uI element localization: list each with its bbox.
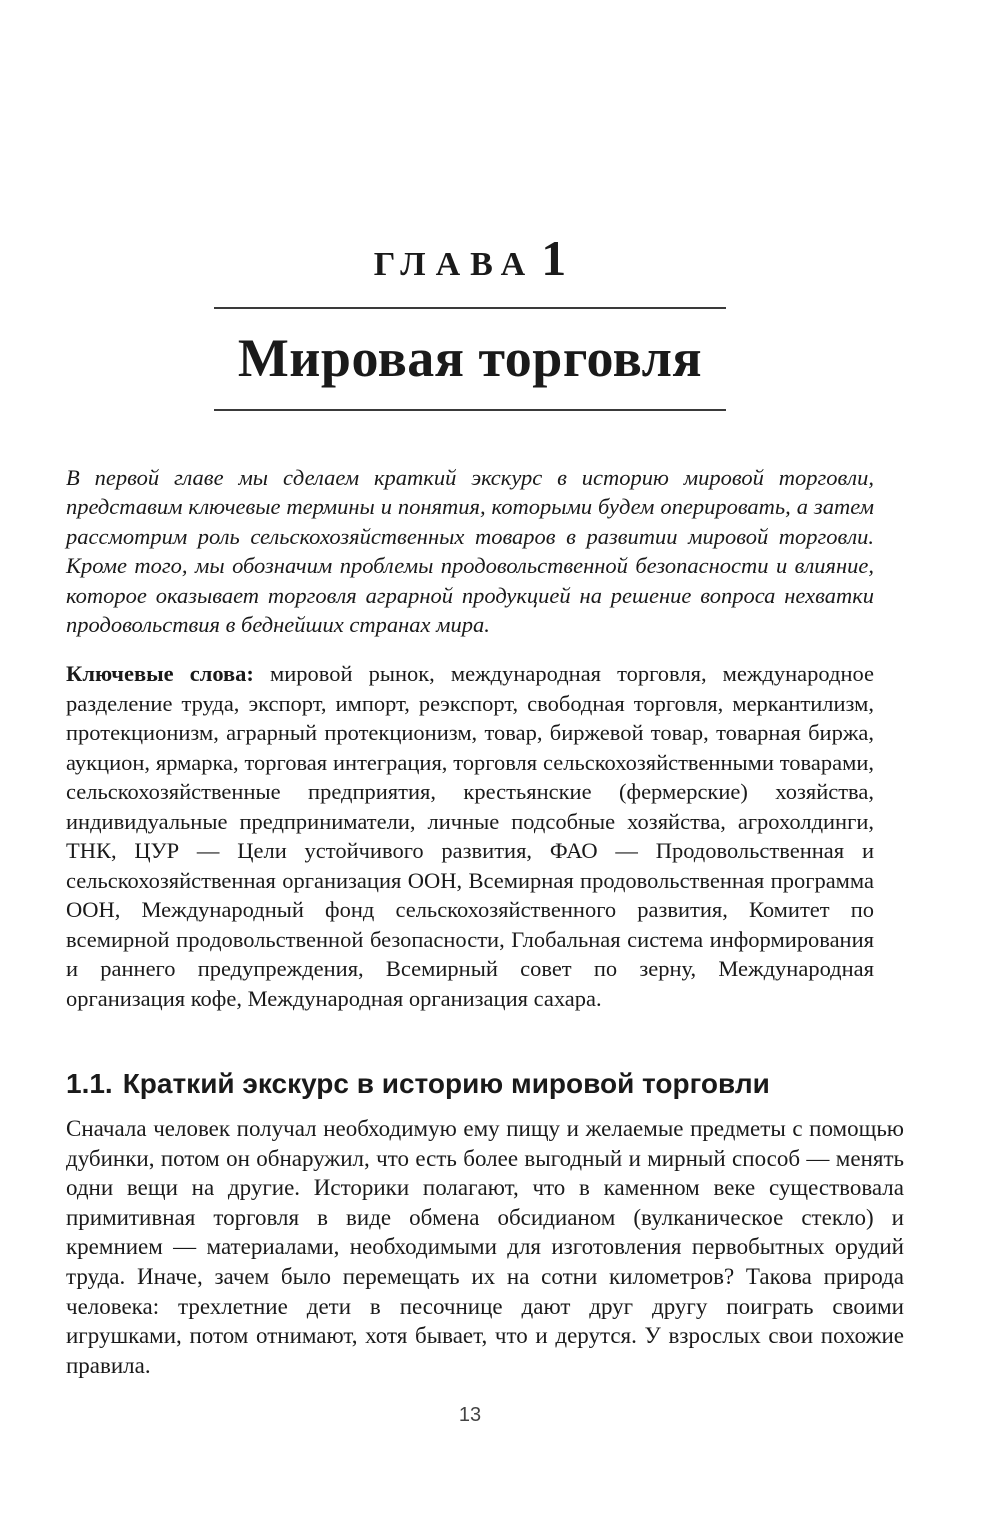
chapter-word: ГЛАВА	[373, 246, 536, 283]
section-title: Краткий экскурс в историю мировой торговли	[122, 1068, 770, 1099]
chapter-title-rule-bottom	[214, 409, 726, 411]
chapter-intro: В первой главе мы сделаем краткий экскурс в историю мировой торговли, представим ключевые термины и понятия, которыми будем оперировать, а затем рассмотрим роль сельскохозяйственных товаров в развитии мировой торговли. Кроме того, мы обозначим проблемы продовольственной безопасности и влияние, которое оказывает торговля аграрной продукцией на решение вопроса нехватки продовольствия в беднейших странах мира.	[66, 465, 874, 638]
chapter-title: Мировая торговля	[237, 328, 703, 388]
keywords-label: Ключевые слова:	[66, 661, 254, 686]
keywords-paragraph	[66, 659, 874, 1013]
page-number: 13	[458, 1404, 482, 1426]
chapter-label	[0, 228, 940, 295]
chapter-title-rule-top	[214, 307, 726, 309]
section-number: 1.1.	[66, 1068, 113, 1099]
chapter-number: 1	[541, 230, 567, 286]
section-heading	[66, 1062, 906, 1106]
keywords-text: мировой рынок, международная торговля, международное разделение труда, экспорт, импорт, реэкспорт, свободная торговля, меркантилизм, протекционизм, аграрный протекционизм, товар, биржевой товар, товарная биржа, аукцион, ярмарка, торговая интеграция, торговля сельскохозяйственными товарами, сельскохозяйственные предприятия, крестьянские (фермерские) хозяйства, индивидуальные предприниматели, личные подсобные хозяйства, агрохолдинги, ТНК, ЦУР — Цели устойчивого развития, ФАО — Продовольственная и сельскохозяйственная организация ООН, Всемирная продовольственная программа ООН, Международный фонд сельскохозяйственного развития, Комитет по всемирной продовольственной безопасности, Глобальная система информирования и раннего предупреждения, Всемирный совет по зерну, Международная организация кофе, Международная организация сахара.	[66, 661, 874, 1011]
section-paragraph: Сначала человек получал необходимую ему пищу и желаемые предметы с помощью дубинки, потом он обнаружил, что есть более выгодный и мирный способ — менять одни вещи на другие. Историки полагают, что в каменном веке существовала примитивная торговля в виде обмена обсидианом (вулканическое стекло) и кремнием — материалами, необходимыми для изготовления первобытных орудий труда. Иначе, зачем было перемещать их на сотни километров? Такова природа человека: трехлетние дети в песочнице дают друг другу поиграть своими игрушками, потом отнимают, хотя бывает, что и дерутся. У взрослых свои похожие правила.	[66, 1116, 904, 1378]
